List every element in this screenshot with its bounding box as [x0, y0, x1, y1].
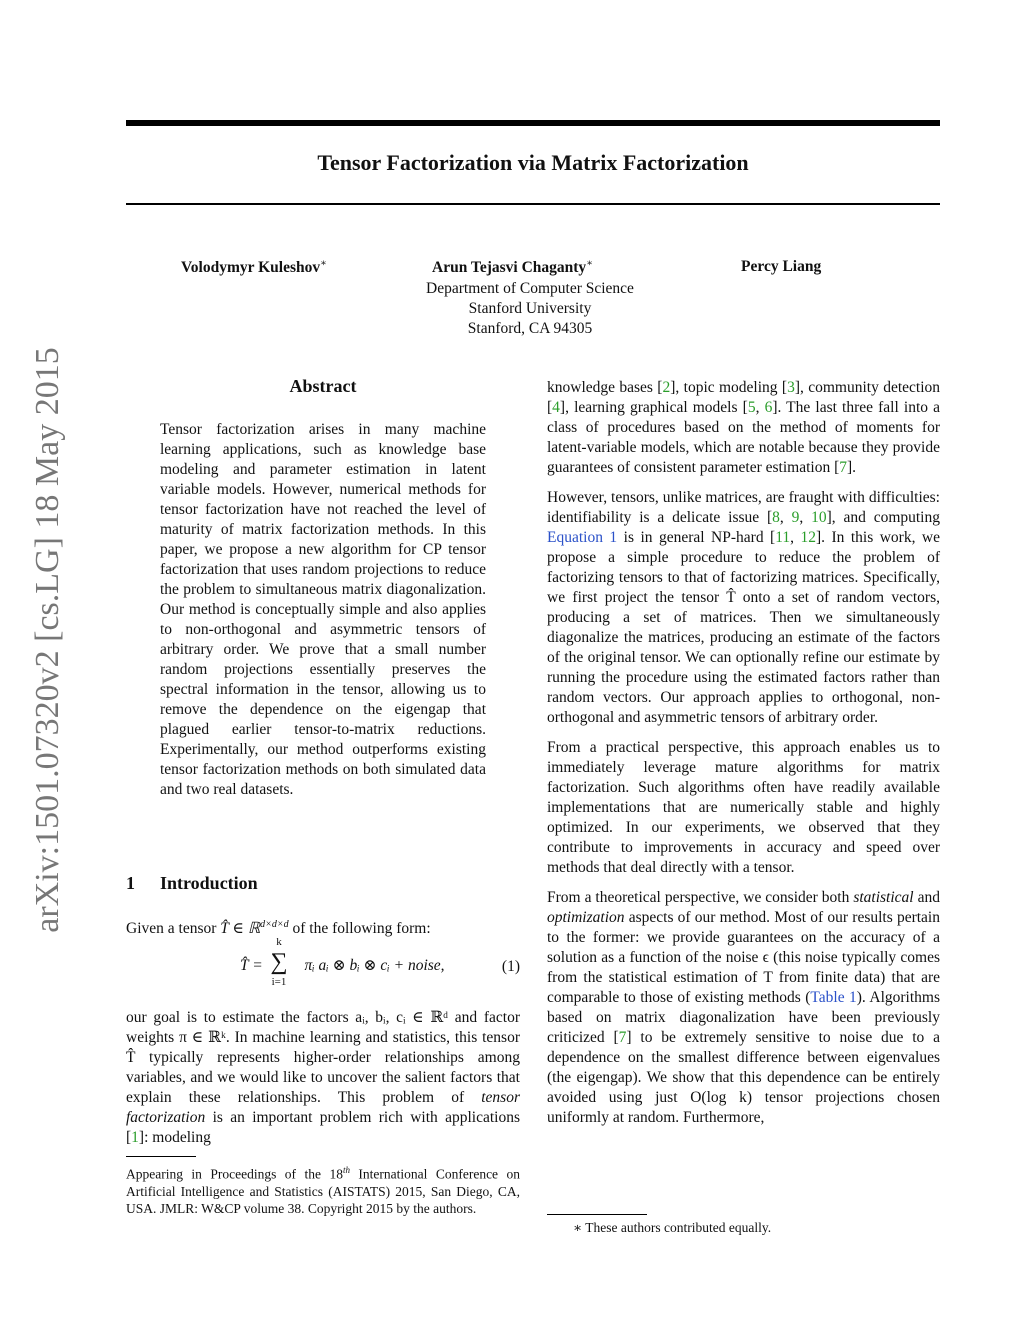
author-1	[181, 258, 327, 277]
intro-sentence	[126, 915, 520, 939]
citation-link[interactable]: 1	[131, 1129, 139, 1146]
author-name: Percy Liang	[741, 258, 822, 275]
section-title: Introduction	[160, 873, 258, 893]
arxiv-stamp	[28, 345, 68, 935]
section-number: 1	[126, 873, 135, 893]
citation-link[interactable]: 12	[800, 529, 816, 546]
abstract-text	[160, 420, 486, 810]
intro-text: of the following form:	[288, 920, 431, 938]
section-heading	[126, 873, 258, 894]
tensor-dims: d×d×d	[260, 919, 289, 930]
paragraph-1: knowledge bases [2], topic modeling [3], community detection [4], learning graphical models [5, 6]. The last three fall into a class of procedures based on the method of moments for latent-variable models, which are notable because they provide guarantees of consistent parameter estimation [7].	[547, 379, 941, 476]
footnote-sup: th	[342, 1165, 350, 1175]
abstract-heading: Abstract	[289, 376, 357, 396]
affiliation-line: Stanford, CA 94305	[467, 320, 593, 337]
paragraph-3: From a practical perspective, this approach enables us to immediately leverage mature algorithms for matrix factorization. Such algorithms often have readily available implementations that are numerically stable and highly optimized. In our experiments, we observed that they contribute to improvements in accuracy and speed over methods that deal directly with a tensor.	[547, 739, 940, 876]
author-2	[432, 258, 593, 277]
paragraph-4: From a theoretical perspective, we consider both statistical and optimization aspects of our method. Most of our results pertain to the former: we provide guarantees on the accuracy of a solution as a function of the noise ϵ (this noise typically comes from the statistical estimation of T from finite data) that are comparable to those of existing methods (Table 1). Algorithms based on matrix diagonalization have been previously criticized [7] to be extremely sensitive to noise due to a dependence on the smallest difference between eigenvalues (the eigengap). We show that this dependence can be entirely avoided using just O(log k) tensor projections chosen uniformly at random. Furthermore,	[547, 889, 940, 1126]
sum-lower: i=1	[271, 976, 287, 988]
citation-link[interactable]: 9	[791, 509, 800, 526]
citation-link[interactable]: 4	[552, 399, 560, 416]
author-mark: ∗	[586, 258, 593, 269]
citation-link[interactable]: 6	[764, 399, 773, 416]
affiliation-line: Stanford University	[468, 300, 592, 317]
citation-link[interactable]: 11	[775, 529, 791, 546]
sigma-icon: ∑	[270, 949, 288, 975]
affiliation	[380, 279, 680, 339]
right-column	[547, 378, 940, 1138]
citation-link[interactable]: 10	[811, 509, 827, 526]
title-rule-top	[126, 120, 940, 126]
citation-link[interactable]: 7	[839, 459, 847, 476]
footnote-text: Appearing in Proceedings of the 18	[126, 1166, 343, 1182]
footnote-rule	[547, 1214, 647, 1215]
citation-link[interactable]: 8	[772, 509, 780, 526]
citation-link[interactable]: 7	[618, 1029, 627, 1046]
author-3	[741, 258, 821, 276]
paragraph-2: However, tensors, unlike matrices, are fraught with difficulties: identifiability is a delicate issue [8, 9, 10], and computing Equation 1 is in general NP-hard [11, 12]. In this work, we propose a simple procedure to reduce the problem of factorizing tensors to that of factorizing matrices. Specifically, we first project the tensor T̂ onto a set of random vectors, producing a set of matrices. Then we simultaneously diagonalize the matrices, producing an estimate of the factors of the original tensor. We can optionally refine our estimate by running the procedure using the estimated factors rather than random vectors. Our approach applies to orthogonal, non-orthogonal and asymmetric tensors of arbitrary order.	[547, 489, 940, 726]
table-link[interactable]: Table 1	[810, 989, 857, 1006]
footnote-equal-contribution: ∗ These authors contributed equally.	[573, 1220, 772, 1235]
citation-link[interactable]: 2	[662, 379, 671, 396]
equation-1	[126, 936, 520, 1000]
paper-title: Tensor Factorization via Matrix Factorization	[317, 150, 749, 175]
intro-text: our goal is to estimate the factors aᵢ, bᵢ, cᵢ ∈ ℝᵈ and factor weights π ∈ ℝᵏ. In machine learning and statistics, this tensor T̂ typically represents higher-order relationships among variables, and we would like to uncover the salient factors that explain these relationships. This problem of	[126, 1009, 520, 1106]
intro-text: Given a tensor	[126, 920, 221, 938]
arxiv-id: arXiv:1501.07320v2 [cs.LG] 18 May 2015	[29, 347, 66, 933]
equation-rhs: πᵢ aᵢ ⊗ bᵢ ⊗ cᵢ + noise,	[304, 957, 445, 974]
equation-lhs: T̂ =	[240, 957, 267, 974]
footnote-proceedings	[126, 1162, 520, 1217]
intro-emphasis: tensor factorization	[126, 1089, 520, 1126]
footnote-rule	[126, 1156, 196, 1157]
summation	[264, 936, 294, 988]
equation-link[interactable]: Equation 1	[547, 529, 618, 546]
citation-link[interactable]: 3	[787, 379, 795, 396]
affiliation-line: Department of Computer Science	[426, 280, 634, 297]
title-rule-bottom	[126, 203, 940, 205]
author-name: Arun Tejasvi Chaganty	[432, 259, 587, 277]
footnote-text: International Conference on Artificial Intelligence and Statistics (AISTATS) 2015, San Diego, CA, USA. JMLR: W&CP volume 38. Copyright 2015 by the authors.	[126, 1166, 520, 1216]
author-name: Volodymyr Kuleshov	[181, 259, 321, 277]
equation-number: (1)	[501, 958, 520, 975]
sum-upper: k	[276, 936, 282, 948]
author-mark: ∗	[320, 258, 327, 269]
intro-text: ]: modeling	[138, 1129, 211, 1146]
intro-paragraph	[126, 1008, 520, 1158]
intro-text: is an important problem rich with applications [	[126, 1109, 520, 1146]
tensor-symbol: T̂ ∈ ℝ	[220, 920, 261, 938]
abstract-paragraph: Tensor factorization arises in many machine learning applications, such as knowledge base modeling and parameter estimation in latent variable models. However, numerical methods for tensor factorization have not reached the level of maturity of matrix factorization methods. In this paper, we propose a new algorithm for CP tensor factorization that uses random projections to reduce the problem to simultaneous matrix diagonalization. Our method is conceptually simple and also applies to non-orthogonal and asymmetric tensors of arbitrary order. We prove that a small number random projections essentially preserves the spectral information in the tensor, allowing us to remove the dependence on the eigengap that plagued earlier tensor-to-matrix reductions. Experimentally, our method outperforms existing tensor factorization methods on both simulated data and two real datasets.	[160, 421, 486, 798]
citation-link[interactable]: 5	[747, 399, 756, 416]
